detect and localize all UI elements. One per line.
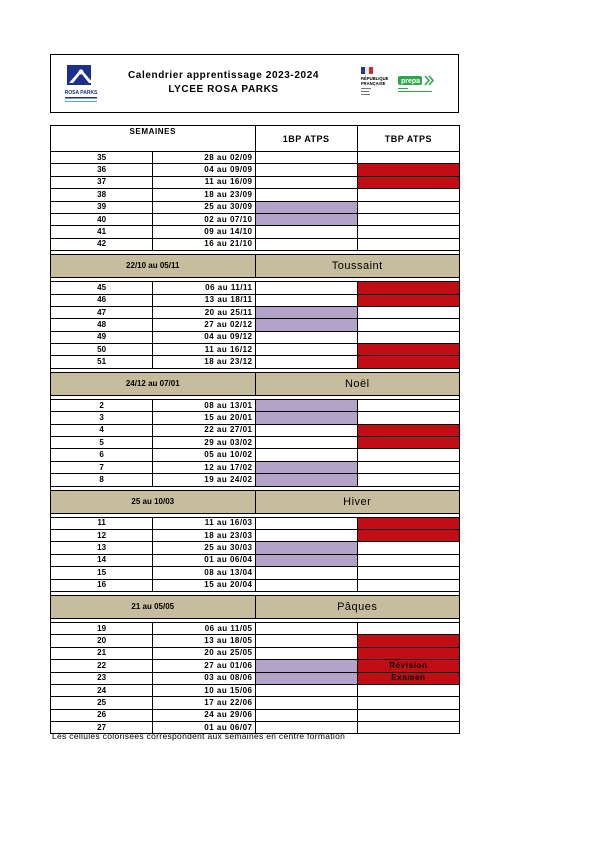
- table-header-row: [51, 126, 460, 152]
- week-dates: 19 au 24/02: [153, 474, 255, 486]
- week-number: 24: [51, 684, 153, 696]
- week-dates: 01 au 06/04: [153, 554, 255, 566]
- week-dates: 01 au 06/07: [153, 722, 255, 734]
- week-row: [51, 356, 460, 368]
- cell-tbp-atps: [357, 554, 459, 566]
- week-number: 40: [51, 213, 153, 225]
- week-number: 8: [51, 474, 153, 486]
- cell-tbp-atps: [357, 647, 459, 659]
- footer-note: Les cellules colorisées correspondent aux semaines en centre formation: [52, 731, 346, 741]
- cell-tbp-atps: Révision: [357, 660, 459, 672]
- week-row: [51, 152, 460, 164]
- cell-1bp-atps: [255, 412, 357, 424]
- week-dates: 27 au 02/12: [153, 319, 255, 331]
- cell-1bp-atps: [255, 331, 357, 343]
- calendar-table: [50, 125, 460, 734]
- week-number: 26: [51, 709, 153, 721]
- cell-tbp-atps: [357, 529, 459, 541]
- cell-tbp-atps: [357, 164, 459, 176]
- cell-tbp-atps: [357, 176, 459, 188]
- week-number: 3: [51, 412, 153, 424]
- week-row: [51, 282, 460, 294]
- week-number: 42: [51, 238, 153, 250]
- week-row: [51, 672, 460, 684]
- cell-1bp-atps: [255, 567, 357, 579]
- week-dates: 10 au 15/06: [153, 684, 255, 696]
- week-row: [51, 647, 460, 659]
- cell-1bp-atps: [255, 622, 357, 634]
- cell-1bp-atps: [255, 294, 357, 306]
- week-row: [51, 412, 460, 424]
- cell-tbp-atps: [357, 294, 459, 306]
- republique-francaise-logo: [359, 65, 393, 101]
- prepa-logo: [398, 67, 452, 99]
- cell-1bp-atps: [255, 517, 357, 529]
- cell-1bp-atps: [255, 684, 357, 696]
- cell-tbp-atps: [357, 306, 459, 318]
- week-number: 36: [51, 164, 153, 176]
- cell-1bp-atps: [255, 709, 357, 721]
- week-number: 38: [51, 189, 153, 201]
- week-number: 21: [51, 647, 153, 659]
- week-row: [51, 567, 460, 579]
- week-dates: 12 au 17/02: [153, 461, 255, 473]
- cell-tbp-atps: [357, 461, 459, 473]
- week-dates: 04 au 09/09: [153, 164, 255, 176]
- rf-line2: FRANÇAISE: [361, 81, 386, 86]
- cell-tbp-atps: [357, 201, 459, 213]
- week-row: [51, 399, 460, 411]
- cell-tbp-atps: [357, 226, 459, 238]
- week-row: [51, 635, 460, 647]
- week-dates: 18 au 23/03: [153, 529, 255, 541]
- week-row: [51, 189, 460, 201]
- week-row: [51, 697, 460, 709]
- week-dates: 18 au 23/12: [153, 356, 255, 368]
- school-logo-text: ROSA PARKS: [64, 90, 98, 96]
- cell-1bp-atps: [255, 579, 357, 591]
- rf-line1: RÉPUBLIQUE: [361, 76, 389, 81]
- week-dates: 11 au 16/12: [153, 344, 255, 356]
- cell-1bp-atps: [255, 697, 357, 709]
- cell-tbp-atps: [357, 622, 459, 634]
- week-number: 48: [51, 319, 153, 331]
- week-dates: 28 au 02/09: [153, 152, 255, 164]
- week-row: [51, 238, 460, 250]
- prepa-text: prepa: [401, 78, 421, 85]
- document-title: Calendrier apprentissage 2023-2024: [127, 70, 320, 81]
- week-dates: 03 au 08/06: [153, 672, 255, 684]
- week-number: 20: [51, 635, 153, 647]
- cell-1bp-atps: [255, 319, 357, 331]
- cell-tbp-atps: [357, 213, 459, 225]
- cell-1bp-atps: [255, 461, 357, 473]
- cell-1bp-atps: [255, 474, 357, 486]
- week-number: 12: [51, 529, 153, 541]
- week-number: 11: [51, 517, 153, 529]
- week-number: 47: [51, 306, 153, 318]
- week-dates: 25 au 30/09: [153, 201, 255, 213]
- col-tbp-header: TBP ATPS: [357, 126, 459, 152]
- week-number: 4: [51, 424, 153, 436]
- week-number: 45: [51, 282, 153, 294]
- week-dates: 18 au 23/09: [153, 189, 255, 201]
- week-number: 15: [51, 567, 153, 579]
- week-number: 6: [51, 449, 153, 461]
- week-row: [51, 660, 460, 672]
- cell-1bp-atps: [255, 660, 357, 672]
- holiday-name: Noël: [255, 372, 460, 395]
- cell-1bp-atps: [255, 635, 357, 647]
- cell-tbp-atps: [357, 517, 459, 529]
- week-row: [51, 684, 460, 696]
- week-number: 35: [51, 152, 153, 164]
- week-row: [51, 424, 460, 436]
- cell-tbp-atps: [357, 319, 459, 331]
- week-number: 23: [51, 672, 153, 684]
- cell-tbp-atps: [357, 567, 459, 579]
- cell-1bp-atps: [255, 189, 357, 201]
- week-dates: 13 au 18/05: [153, 635, 255, 647]
- cell-tbp-atps: [357, 344, 459, 356]
- week-row: [51, 474, 460, 486]
- cell-tbp-atps: [357, 449, 459, 461]
- week-dates: 20 au 25/11: [153, 306, 255, 318]
- cell-1bp-atps: [255, 529, 357, 541]
- holiday-range: 24/12 au 07/01: [51, 372, 256, 395]
- holiday-row: [51, 255, 460, 278]
- cell-tbp-atps: [357, 722, 459, 734]
- cell-1bp-atps: [255, 542, 357, 554]
- cell-1bp-atps: [255, 554, 357, 566]
- cell-tbp-atps: [357, 542, 459, 554]
- cell-tbp-atps: [357, 635, 459, 647]
- week-dates: 11 au 16/03: [153, 517, 255, 529]
- week-row: [51, 542, 460, 554]
- cell-tbp-atps: [357, 189, 459, 201]
- week-number: 49: [51, 331, 153, 343]
- week-row: [51, 213, 460, 225]
- cell-1bp-atps: [255, 356, 357, 368]
- week-row: [51, 554, 460, 566]
- week-number: 2: [51, 399, 153, 411]
- cell-tbp-atps: [357, 356, 459, 368]
- cell-tbp-atps: [357, 412, 459, 424]
- week-row: [51, 176, 460, 188]
- week-number: 41: [51, 226, 153, 238]
- week-number: 13: [51, 542, 153, 554]
- week-dates: 05 au 10/02: [153, 449, 255, 461]
- week-dates: 02 au 07/10: [153, 213, 255, 225]
- week-row: [51, 164, 460, 176]
- week-number: 50: [51, 344, 153, 356]
- school-logo: [61, 63, 101, 107]
- cell-tbp-atps: [357, 684, 459, 696]
- week-row: [51, 709, 460, 721]
- cell-tbp-atps: [357, 152, 459, 164]
- holiday-range: 25 au 10/03: [51, 490, 256, 513]
- cell-tbp-atps: [357, 579, 459, 591]
- cell-tbp-atps: [357, 282, 459, 294]
- week-dates: 15 au 20/01: [153, 412, 255, 424]
- cell-1bp-atps: [255, 238, 357, 250]
- cell-1bp-atps: [255, 344, 357, 356]
- cell-tbp-atps: [357, 399, 459, 411]
- cell-1bp-atps: [255, 647, 357, 659]
- week-dates: 13 au 18/11: [153, 294, 255, 306]
- cell-1bp-atps: [255, 437, 357, 449]
- week-dates: 04 au 09/12: [153, 331, 255, 343]
- week-row: [51, 579, 460, 591]
- cell-1bp-atps: [255, 201, 357, 213]
- holiday-name: Pâques: [255, 595, 460, 618]
- week-dates: 17 au 22/06: [153, 697, 255, 709]
- school-name: LYCEE ROSA PARKS: [168, 84, 279, 95]
- week-dates: 11 au 16/09: [153, 176, 255, 188]
- week-row: [51, 319, 460, 331]
- week-dates: 20 au 25/05: [153, 647, 255, 659]
- week-dates: 25 au 30/03: [153, 542, 255, 554]
- week-dates: 08 au 13/04: [153, 567, 255, 579]
- cell-1bp-atps: [255, 213, 357, 225]
- cell-tbp-atps: Examen: [357, 672, 459, 684]
- week-number: 22: [51, 660, 153, 672]
- holiday-row: [51, 595, 460, 618]
- week-row: [51, 437, 460, 449]
- week-row: [51, 449, 460, 461]
- week-dates: 22 au 27/01: [153, 424, 255, 436]
- cell-1bp-atps: [255, 672, 357, 684]
- week-dates: 27 au 01/06: [153, 660, 255, 672]
- cell-1bp-atps: [255, 306, 357, 318]
- cell-1bp-atps: [255, 282, 357, 294]
- week-row: [51, 306, 460, 318]
- week-row: [51, 344, 460, 356]
- week-dates: 16 au 21/10: [153, 238, 255, 250]
- holiday-range: 21 au 05/05: [51, 595, 256, 618]
- week-dates: 09 au 14/10: [153, 226, 255, 238]
- week-row: [51, 201, 460, 213]
- cell-1bp-atps: [255, 399, 357, 411]
- document-header: [50, 54, 459, 113]
- week-number: 25: [51, 697, 153, 709]
- cell-tbp-atps: [357, 437, 459, 449]
- week-dates: 06 au 11/11: [153, 282, 255, 294]
- week-dates: 08 au 13/01: [153, 399, 255, 411]
- cell-1bp-atps: [255, 226, 357, 238]
- week-number: 5: [51, 437, 153, 449]
- week-row: [51, 226, 460, 238]
- holiday-name: Hiver: [255, 490, 460, 513]
- cell-tbp-atps: [357, 709, 459, 721]
- cell-1bp-atps: [255, 449, 357, 461]
- cell-tbp-atps: [357, 238, 459, 250]
- cell-tbp-atps: [357, 697, 459, 709]
- col-1bp-header: 1BP ATPS: [255, 126, 357, 152]
- cell-1bp-atps: [255, 152, 357, 164]
- week-row: [51, 529, 460, 541]
- holiday-range: 22/10 au 05/11: [51, 255, 256, 278]
- week-dates: 24 au 29/06: [153, 709, 255, 721]
- holiday-name: Toussaint: [255, 255, 460, 278]
- cell-1bp-atps: [255, 424, 357, 436]
- week-row: [51, 294, 460, 306]
- week-dates: 06 au 11/05: [153, 622, 255, 634]
- week-number: 19: [51, 622, 153, 634]
- week-row: [51, 331, 460, 343]
- week-dates: 29 au 03/02: [153, 437, 255, 449]
- holiday-row: [51, 490, 460, 513]
- week-dates: 15 au 20/04: [153, 579, 255, 591]
- cell-1bp-atps: [255, 164, 357, 176]
- week-number: 7: [51, 461, 153, 473]
- week-number: 27: [51, 722, 153, 734]
- week-number: 51: [51, 356, 153, 368]
- week-number: 16: [51, 579, 153, 591]
- week-row: [51, 517, 460, 529]
- week-number: 14: [51, 554, 153, 566]
- week-number: 39: [51, 201, 153, 213]
- holiday-row: [51, 372, 460, 395]
- semaines-header: SEMAINES: [51, 126, 256, 152]
- cell-tbp-atps: [357, 474, 459, 486]
- cell-tbp-atps: [357, 331, 459, 343]
- week-row: [51, 622, 460, 634]
- cell-tbp-atps: [357, 424, 459, 436]
- cell-1bp-atps: [255, 176, 357, 188]
- week-number: 46: [51, 294, 153, 306]
- week-row: [51, 461, 460, 473]
- week-number: 37: [51, 176, 153, 188]
